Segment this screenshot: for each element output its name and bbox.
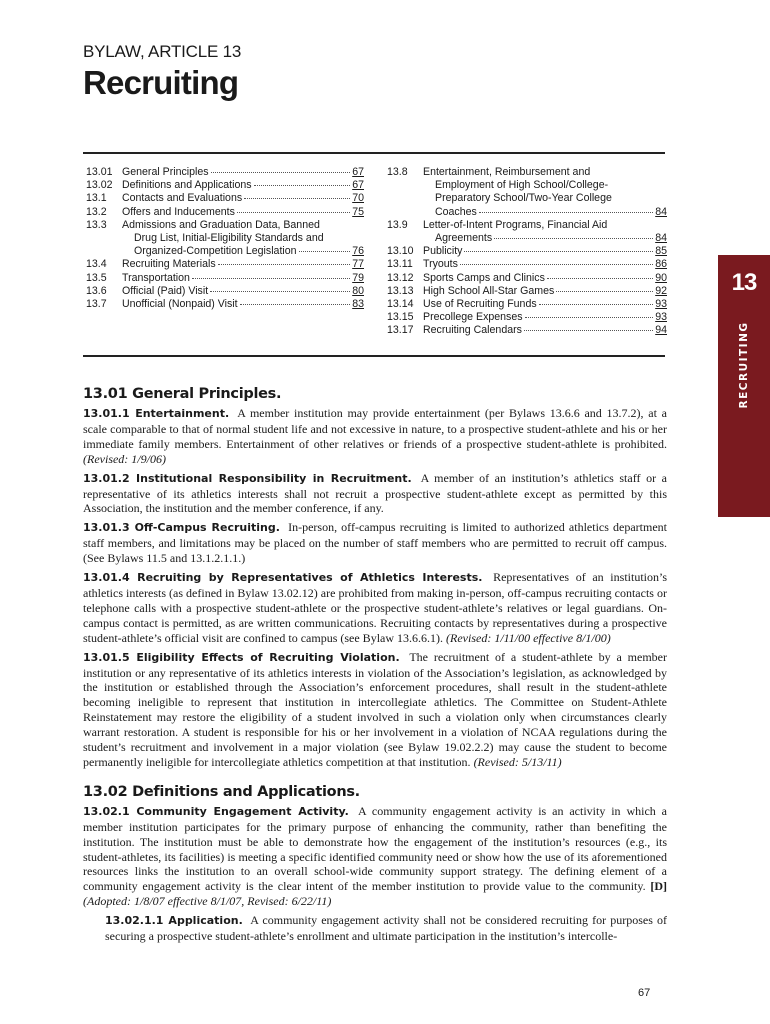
toc-page-link[interactable]: 70 [352, 192, 364, 205]
division-tag: [D] [650, 879, 667, 894]
toc-page-link[interactable]: 77 [352, 258, 364, 271]
chapter-tab [718, 255, 770, 517]
toc-entry-title: Offers and Inducements [122, 205, 235, 218]
divider-bottom [83, 355, 665, 357]
toc-page-link[interactable]: 79 [352, 271, 364, 284]
toc-page-link[interactable]: 86 [655, 258, 667, 271]
toc-leader-dots [494, 238, 653, 239]
paragraph-text: A member institution may provide entertainment (per Bylaws 13.6.6 and 13.7.2), at a scale comparable to that of normal student life and not excessive in nature, to a prospective student-athlete and his or her immediate family members. Entertainment of other relatives or friends of a prospective student-athlete is prohibited. [83, 406, 667, 451]
toc-page-link[interactable]: 67 [352, 166, 364, 178]
toc-entry[interactable] [86, 206, 364, 219]
toc-page-link[interactable]: 85 [655, 245, 667, 258]
paragraph-13-01-5 [83, 650, 667, 770]
toc-leader-dots [460, 264, 653, 265]
toc-entry[interactable] [86, 258, 364, 271]
toc-leader-dots [539, 304, 654, 305]
paragraph-heading: 13.02.1.1 Application. [105, 914, 243, 928]
paragraph-text: A member of an institution’s athletics staff or a representative of its athletics interests shall not recruit a prospective student-athlete except as permitted by this Association, the institution and the member conference, if any. [83, 470, 667, 516]
revision-note: (Revised: 1/11/00 effective 8/1/00) [446, 630, 611, 645]
chapter-tab-label: RECRUITING [738, 321, 750, 409]
toc-page-link[interactable]: 80 [352, 284, 364, 297]
toc-entry-number: 13.8 [387, 166, 408, 178]
toc-page-link[interactable]: 84 [655, 205, 667, 218]
toc-page-link[interactable]: 76 [352, 245, 364, 258]
toc-page-link[interactable]: 92 [655, 284, 667, 297]
toc-leader-dots [244, 198, 350, 199]
toc-right-column [387, 166, 667, 338]
paragraph-text: The recruitment of a student-athlete by a member institution or any representative of its athletics interests in violation of the Association’s legislation, as acknowledged by the institution or established through the Association’s enforcement procedures, shall result in the student-athlete becoming ineligible to represent that institution in intercollegiate athletics. The Committee on Student-Athlete Reinstatement may restore the eligibility of a student involved in such a violation only when circumstances clearly warrant restoration. A student is responsible for his or her involvement in a violation of NCAA regulations during the student’s recruitment and involvement in a major violation (see Bylaw 19.02.2.2) may cause the student to become permanently ineligible for intercollegiate athletics competition at that institution. [83, 649, 667, 769]
toc-leader-dots [556, 291, 653, 292]
toc-page-link[interactable]: 83 [352, 298, 364, 311]
toc-entry[interactable] [86, 272, 364, 285]
toc-leader-dots [299, 251, 351, 252]
toc-page-link[interactable]: 67 [352, 179, 364, 192]
toc-entry-title: Drug List, Initial-Eligibility Standards and [134, 232, 324, 245]
paragraph-13-02-1-1 [105, 913, 667, 944]
paragraph-13-02-1 [83, 804, 667, 909]
toc-leader-dots [211, 172, 351, 173]
toc-entry-title: Contacts and Evaluations [122, 192, 243, 205]
toc-entry[interactable] [86, 192, 364, 205]
toc-leader-dots [254, 185, 351, 186]
toc-page-link[interactable]: 75 [352, 205, 364, 218]
toc-entry-title: Employment of High School/College- [435, 179, 609, 192]
paragraph-13-01-1 [83, 406, 667, 467]
toc-page-link[interactable]: 93 [655, 311, 667, 324]
toc-entry[interactable] [387, 311, 667, 324]
paragraph-text: A community engagement activity is an activity in which a member institution participates for the primary purpose of enhancing the community, rather than benefiting the institution. The institution must be able to demonstrate how the engagement of the institution’s resources (e.g., its student-athletes, its facilities) is meeting a specific identified community need or show how the use of its aforementioned resources links the institution to an overall school-wide community support strategy. The defining element of a community engagement activity is the clear intent of the member institution to provide value to the community. [83, 803, 667, 894]
section-heading-13-02: 13.02 Definitions and Applications. [83, 783, 360, 800]
toc-entry-number: 13.7 [86, 298, 107, 311]
toc-entry-number: 13.12 [387, 271, 414, 284]
toc-page-link[interactable]: 90 [655, 271, 667, 284]
paragraph-heading: 13.01.4 Recruiting by Representatives of Athletics Interests. [83, 571, 483, 585]
toc-page-link[interactable]: 84 [655, 232, 667, 245]
toc-entry[interactable] [86, 285, 364, 298]
toc-leader-dots [464, 251, 653, 252]
toc-entry[interactable] [86, 298, 364, 311]
toc-leader-dots [192, 278, 350, 279]
paragraph-text: A community engagement activity shall not be considered recruiting for purposes of securing a prospective student-athlete’s enrollment and ultimate participation in the institution’s intercolle- [105, 913, 667, 944]
toc-entry-title: Transportation [122, 271, 190, 284]
paragraph-heading: 13.02.1 Community Engagement Activity. [83, 804, 349, 818]
toc-entry-title: Admissions and Graduation Data, Banned [122, 218, 320, 231]
paragraph-heading: 13.01.1 Entertainment. [83, 407, 230, 420]
toc-entry-number: 13.1 [86, 192, 107, 205]
toc-entry-title: High School All-Star Games [423, 284, 555, 297]
article-label: BYLAW, ARTICLE 13 [83, 42, 242, 61]
toc-entry-title: General Principles [122, 166, 209, 178]
divider-top [83, 152, 665, 154]
toc-entry-title: Official (Paid) Visit [122, 284, 209, 297]
toc-leader-dots [210, 291, 350, 292]
toc-entry-number: 13.17 [387, 324, 414, 337]
toc-leader-dots [547, 278, 653, 279]
toc-entry-number: 13.6 [86, 284, 107, 297]
revision-note: (Adopted: 1/8/07 effective 8/1/07, Revised: 6/22/11) [83, 894, 332, 909]
toc-entry[interactable] [387, 324, 667, 337]
toc-entry-number: 13.2 [86, 205, 107, 218]
toc-entry-title: Unofficial (Nonpaid) Visit [122, 298, 238, 311]
toc-entry-title: Organized-Competition Legislation [134, 245, 297, 258]
toc-page-link[interactable]: 94 [655, 324, 667, 337]
toc-entry-title: Definitions and Applications [122, 179, 252, 192]
toc-entry-title: Coaches [435, 205, 477, 218]
toc-entry-number: 13.01 [86, 166, 113, 178]
toc-entry[interactable] [86, 166, 364, 179]
toc-entry[interactable] [387, 258, 667, 271]
toc-entry-title: Agreements [435, 232, 493, 245]
paragraph-13-01-2 [83, 471, 667, 517]
toc-entry[interactable] [86, 179, 364, 192]
toc-entry[interactable] [387, 272, 667, 285]
toc-entry[interactable] [387, 166, 667, 219]
toc-entry-title: Recruiting Materials [122, 258, 216, 271]
toc-leader-dots [240, 304, 351, 305]
toc-entry-title: Letter-of-Intent Programs, Financial Aid [423, 218, 608, 231]
paragraph-heading: 13.01.2 Institutional Responsibility in Recruitment. [83, 471, 412, 485]
toc-entry-title: Tryouts [423, 258, 458, 271]
toc-leader-dots [218, 264, 351, 265]
toc-leader-dots [525, 317, 654, 318]
toc-entry-number: 13.4 [86, 258, 107, 271]
toc-entry[interactable] [387, 298, 667, 311]
toc-entry-number: 13.10 [387, 245, 414, 258]
toc-entry-title: Precollege Expenses [423, 311, 523, 324]
toc-leader-dots [524, 330, 653, 331]
toc-left-column [86, 166, 364, 311]
chapter-tab-number: 13 [731, 269, 757, 296]
toc-entry-number: 13.5 [86, 271, 107, 284]
paragraph-heading: 13.01.5 Eligibility Effects of Recruiting Violation. [83, 650, 400, 664]
toc-leader-dots [479, 212, 653, 213]
page-number: 67 [638, 987, 651, 999]
paragraph-heading: 13.01.3 Off-Campus Recruiting. [83, 521, 280, 535]
revision-note: (Revised: 1/9/06) [83, 451, 166, 466]
section-heading-13-01: 13.01 General Principles. [83, 386, 282, 402]
toc-entry-number: 13.9 [387, 218, 408, 231]
revision-note: (Revised: 5/13/11) [473, 754, 562, 769]
toc-page-link[interactable]: 93 [655, 298, 667, 311]
toc-entry-title: Recruiting Calendars [423, 324, 522, 337]
paragraph-text: In-person, off-campus recruiting is limited to authorized athletics department staff members, and limitations may be placed on the number of staff members who are permitted to recruit off campus. (See Bylaws 11.5 and 13.1.2.1.1.) [83, 520, 668, 566]
toc-entry-title: Use of Recruiting Funds [423, 298, 537, 311]
paragraph-13-01-3 [83, 520, 667, 566]
toc-entry-title: Sports Camps and Clinics [423, 271, 545, 284]
main-content [83, 386, 667, 948]
toc-entry-number: 13.02 [86, 179, 113, 192]
paragraph-13-01-4 [83, 570, 667, 646]
toc-leader-dots [237, 212, 350, 213]
page-title: Recruiting [83, 64, 239, 101]
toc-entry-number: 13.11 [387, 258, 413, 271]
toc-entry-title: Publicity [423, 245, 463, 258]
toc-entry-number: 13.15 [387, 311, 414, 324]
toc-entry[interactable] [86, 219, 364, 259]
toc-entry-number: 13.3 [86, 218, 107, 231]
toc-entry-title: Entertainment, Reimbursement and [423, 166, 591, 178]
toc-entry-number: 13.13 [387, 284, 414, 297]
toc-entry-number: 13.14 [387, 298, 414, 311]
toc-entry-title: Preparatory School/Two-Year College [435, 192, 612, 205]
toc-entry[interactable] [387, 285, 667, 298]
paragraph-text: Representatives of an institution’s athletics interests (as defined in Bylaw 13.02.12) are prohibited from making in-person, off-campus recruiting contacts or telephone calls with a prospective student-athlete or the prospective student-athlete’s relatives or legal guardians. On-campus contact is permitted, as are written communications. Recruiting contacts by representatives during a prospective student-athlete’s official visit are confined to campus (see Bylaw 13.6.6.1). [83, 570, 667, 645]
toc-entry[interactable] [387, 219, 667, 245]
toc-entry[interactable] [387, 245, 667, 258]
